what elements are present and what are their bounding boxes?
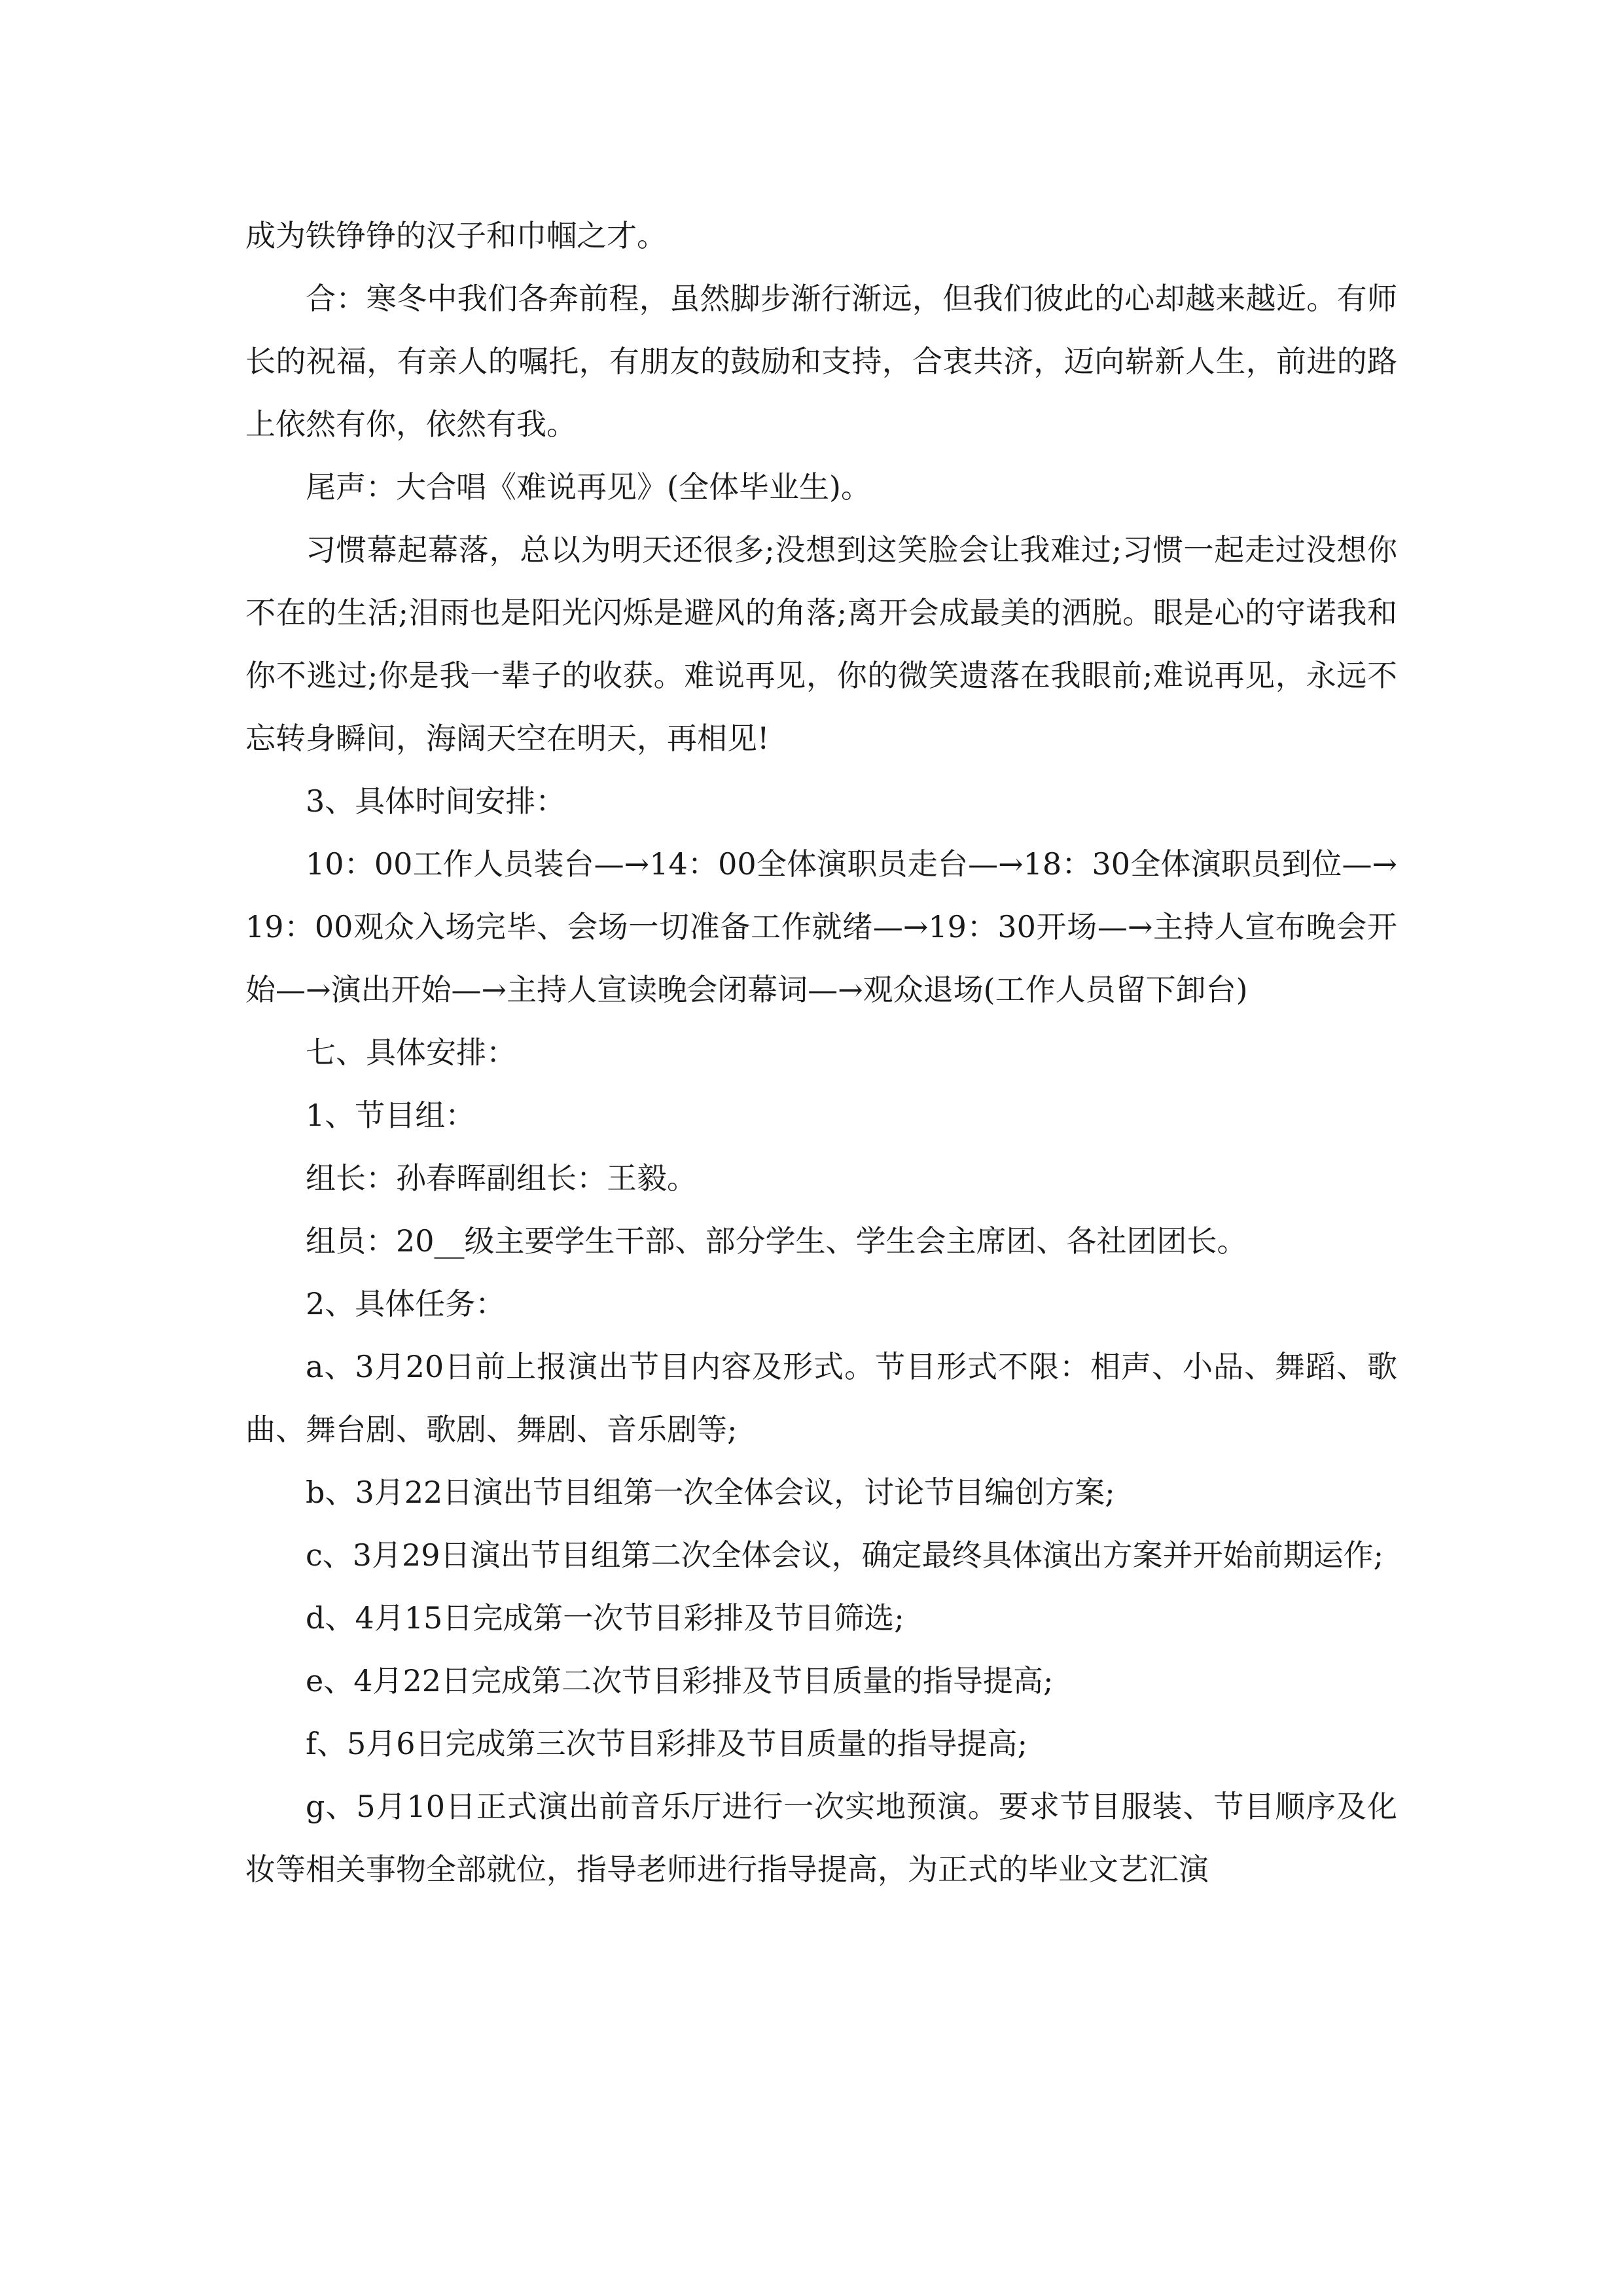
- task-item: c、3月29日演出节目组第二次全体会议，确定最终具体演出方案并开始前期运作;: [306, 1537, 1384, 1573]
- task-item: f、5月6日完成第三次节目彩排及节目质量的指导提高;: [306, 1726, 1028, 1761]
- paragraph-group-leaders: 组长：孙春晖副组长：王毅。: [306, 1160, 697, 1196]
- task-item: g、5月10日正式演出前音乐厅进行一次实地预演。要求节目服装、节目顺序及化妆等相关事物全部就位，指导老师进行指导提高，为正式的毕业文艺汇演: [245, 1789, 1397, 1887]
- task-item: b、3月22日演出节目组第一次全体会议，讨论节目编创方案;: [306, 1475, 1115, 1510]
- task-item: e、4月22日完成第二次节目彩排及节目质量的指导提高;: [306, 1663, 1054, 1698]
- document-page: [245, 204, 1397, 1901]
- paragraph-group-members: 组员：20__级主要学生干部、部分学生、学生会主席团、各社团团长。: [306, 1223, 1247, 1259]
- heading-program-group: 1、节目组：: [306, 1098, 476, 1133]
- paragraph-continuation: 成为铁铮铮的汉子和巾帼之才。: [245, 218, 667, 253]
- paragraph-chorus: 合：寒冬中我们各奔前程，虽然脚步渐行渐远，但我们彼此的心却越来越近。有师长的祝福，有亲人的嘱托，有朋友的鼓励和支持，合衷共济，迈向崭新人生，前进的路上依然有你，依然有我。: [245, 281, 1397, 442]
- task-item: d、4月15日完成第一次节目彩排及节目筛选;: [306, 1600, 904, 1636]
- heading-tasks: 2、具体任务：: [306, 1286, 506, 1321]
- task-item: a、3月20日前上报演出节目内容及形式。节目形式不限：相声、小品、舞蹈、歌曲、舞台剧、歌剧、舞剧、音乐剧等;: [245, 1349, 1397, 1447]
- paragraph-lyrics: 习惯幕起幕落，总以为明天还很多;没想到这笑脸会让我难过;习惯一起走过没想你不在的生活;泪雨也是阳光闪烁是避风的角落;离开会成最美的洒脱。眼是心的守诺我和你不逃过;你是我一辈子的收获。难说再见，你的微笑遗落在我眼前;难说再见，永远不忘转身瞬间，海阔天空在明天，再相见!: [245, 532, 1397, 756]
- heading-arrangement: 七、具体安排：: [306, 1035, 516, 1070]
- paragraph-timeline: 10：00工作人员装台—→14：00全体演职员走台—→18：30全体演职员到位—→19：00观众入场完毕、会场一切准备工作就绪—→19：30开场—→主持人宣布晚会开始—→演出开始—→主持人宣读晚会闭幕词—→观众退场(工作人员留下卸台): [245, 846, 1398, 1007]
- paragraph-finale: 尾声：大合唱《难说再见》(全体毕业生)。: [306, 469, 871, 505]
- heading-schedule: 3、具体时间安排：: [306, 783, 566, 819]
